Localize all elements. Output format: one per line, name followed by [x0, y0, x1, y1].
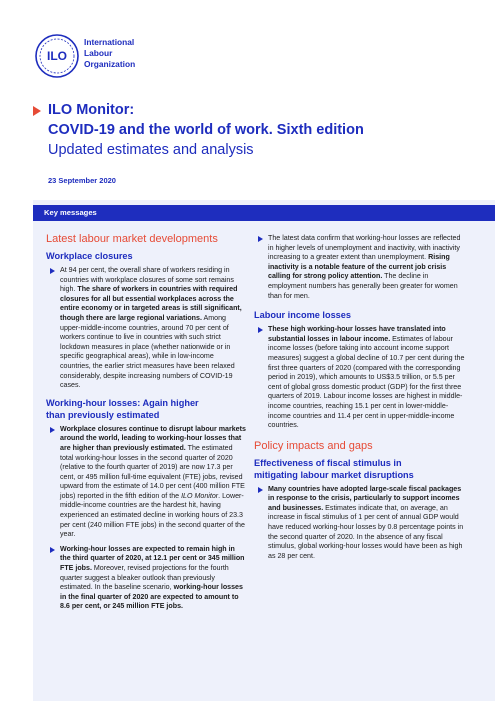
org-line-2: Labour	[84, 48, 113, 58]
subheading-labour-income: Labour income losses	[254, 310, 352, 321]
bullet-inactivity	[254, 234, 466, 301]
bullet-text	[268, 485, 463, 560]
text-run: These high working-hour losses have translated into substantial losses in labour income.	[268, 325, 446, 343]
bullet-arrow-icon	[258, 327, 263, 333]
subheading-fiscal-stimulus	[254, 457, 466, 481]
title-line-3: Updated estimates and analysis	[48, 142, 254, 158]
ilo-logo-icon	[34, 33, 80, 79]
subheading-line-1: Effectiveness of fiscal stimulus in	[254, 457, 402, 468]
text-run: ILO Monitor	[181, 491, 219, 500]
bullet-text	[60, 425, 246, 539]
text-run: . Lower-middle-income countries are the hardest hit, having experienced an estimated decline in working hours of 23.3 per cent (240 million FTE jobs) in the second quarter of the year.	[60, 491, 245, 539]
subheading-line-1: Working-hour losses: Again higher	[46, 397, 199, 408]
bullet-text	[60, 266, 242, 389]
publication-date: 23 September 2020	[48, 176, 116, 185]
bullet-arrow-icon	[50, 427, 55, 433]
bullet-third-quarter	[46, 545, 246, 612]
org-line-1: International	[84, 37, 135, 47]
text-run: Moreover, revised projections for the fourth quarter suggest a bleaker outlook than previously estimated. In the baseline scenario,	[60, 564, 229, 592]
org-line-3: Organization	[84, 59, 136, 69]
left-column	[46, 232, 246, 617]
bullet-fiscal-packages	[254, 485, 466, 562]
subheading-line-2: mitigating labour market disruptions	[254, 469, 414, 480]
text-run: Among upper-middle-income countries, around 70 per cent of workers continue to live in countries with such strict lockdown measures in place (whether nationwide or in specific geographical areas), while in low-income countries, the earlier strict measures have been relaxed considerably, despite increasing numbers of COVID-19 cases.	[60, 313, 235, 390]
text-run: Working-hour losses are expected to remain high in the third quarter of 2020, at 12.1 per cent or 345 million FTE jobs.	[60, 544, 245, 573]
bullet-workplace-closures	[46, 266, 246, 391]
text-run: The decline in employment numbers has generally been greater for women than for men.	[268, 272, 458, 300]
subheading-working-hour-losses	[46, 397, 246, 421]
subheading-workplace-closures: Workplace closures	[46, 251, 133, 261]
text-run: Rising inactivity is a notable feature of the current job crisis calling for strong policy attention.	[268, 253, 450, 281]
key-messages-bar	[33, 205, 495, 221]
bullet-text	[60, 545, 245, 611]
subheading-line-2: than previously estimated	[46, 409, 160, 420]
section-heading-policy: Policy impacts and gaps	[254, 439, 373, 452]
title-line-1: ILO Monitor:	[48, 102, 135, 118]
organization-name	[84, 37, 135, 70]
bullet-text	[268, 234, 460, 300]
text-run: The share of workers in countries with required closures for all but essential workplaces across the entire economy or in targeted areas is still significant, though there are large regional variations.	[60, 285, 242, 322]
text-run: Estimates of labour income losses (before taking into account income support measures) suggest a global decline of 10.7 per cent during the first three quarters of 2020 (compared with the corresponding period in 2019), which amounts to US$3.5 trillion, or 5.5 per cent of global gross domestic product (GDP) for the first three quarters of 2019. Labour income losses are highest in middle-income countries, reaching 15.1 per cent in lower-middle-income countries and 11.4 per cent in upper-middle-income countries.	[268, 334, 465, 430]
bullet-arrow-icon	[50, 547, 55, 553]
bullet-arrow-icon	[258, 236, 263, 242]
section-heading-labour-market: Latest labour market developments	[46, 233, 218, 245]
title-line-2: COVID-19 and the world of work. Sixth edition	[48, 122, 364, 138]
right-column	[254, 234, 466, 566]
bullet-labour-income	[254, 325, 466, 431]
bullet-arrow-icon	[258, 487, 263, 493]
text-run: Workplace closures continue to disrupt labour markets around the world, leading to working-hour losses that are higher than previously estimated.	[60, 424, 246, 452]
bullet-working-hour-losses	[46, 425, 246, 540]
text-run: Estimates indicate that, on average, an increase in fiscal stimulus of 1 per cent of annual GDP would have reduced working-hour losses by 0.8 percentage points in the second quarter of 2020. In the absence of any fiscal stimulus, global working-hour losses would have been as high as 28 per cent.	[268, 503, 464, 560]
text-run: The estimated total working-hour losses in the second quarter of 2020 (relative to the fourth quarter of 2019) are now 17.3 per cent, or 495 million full-time equivalent (FTE) jobs, revised upward from the estimate of 14.0 per cent (400 million FTE jobs) reported in the fifth edition of the	[60, 443, 245, 500]
key-messages-label: Key messages	[44, 208, 97, 217]
bullet-text	[268, 325, 464, 429]
text-run: At 94 per cent, the overall share of workers residing in countries with workplace closures of some sort remains high.	[60, 266, 234, 294]
bullet-arrow-icon	[50, 268, 55, 274]
text-run: working-hour losses in the final quarter of 2020 are expected to amount to 8.6 per cent, or 245 million FTE jobs.	[60, 583, 243, 611]
text-run: The latest data confirm that working-hour losses are reflected in higher levels of unemployment and inactivity, with inactivity increasing to a greater extent than unemployment.	[268, 234, 461, 262]
text-run: Many countries have adopted large-scale fiscal packages in response to the crisis, particularly to support incomes and businesses.	[268, 484, 462, 512]
title-arrow-icon	[33, 106, 41, 116]
svg-text:ILO: ILO	[47, 49, 67, 63]
